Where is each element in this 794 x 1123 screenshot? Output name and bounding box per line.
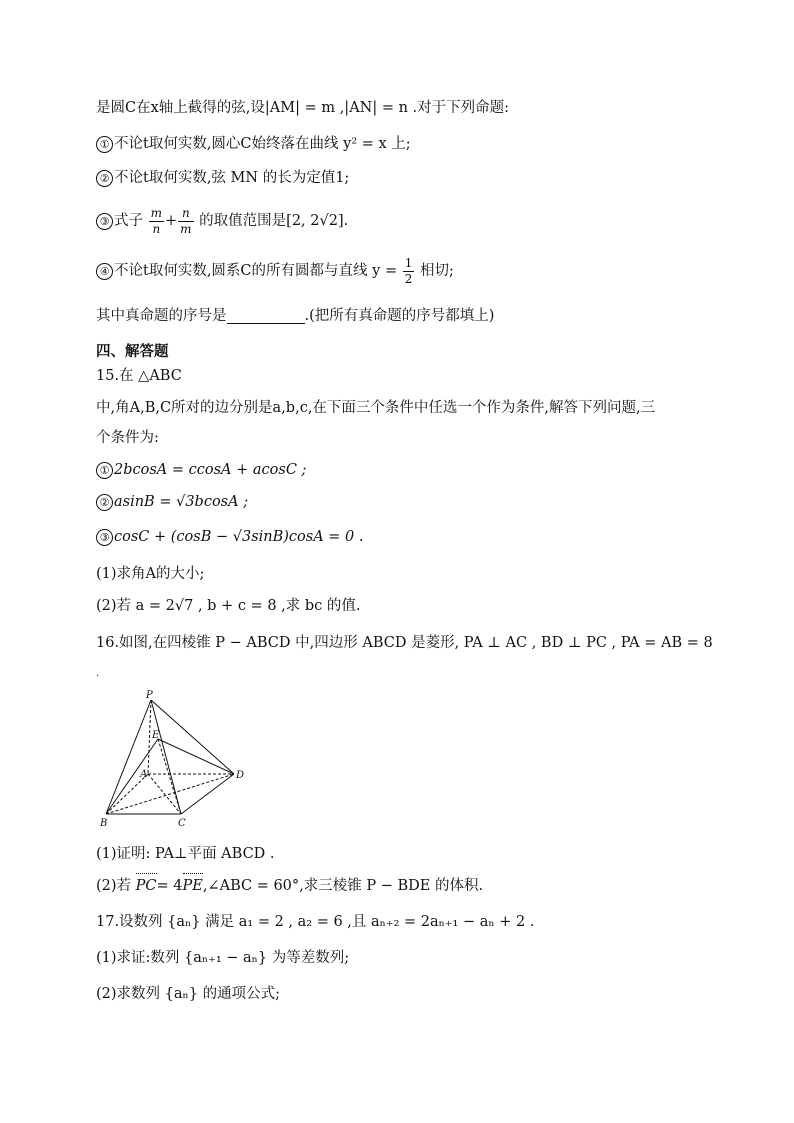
answer-note: .(把所有真命题的序号都填上) — [304, 308, 495, 324]
vector-PC: PC — [135, 878, 157, 894]
fraction-denominator: n — [152, 221, 161, 236]
vertex-label-C: C — [178, 818, 186, 829]
answer-prompt: 其中真命题的序号是 — [96, 308, 227, 324]
question-15-part-2: (2)若 a = 2√7 , b + c = 8 ,求 bc 的值. — [96, 598, 361, 614]
condition-2-formula: asinB = √3bcosA ; — [114, 494, 249, 510]
proposition-3-text-a: 式子 — [114, 213, 143, 229]
edge-PA-hidden — [148, 700, 151, 774]
circled-number-2: ② — [96, 494, 113, 511]
proposition-4 — [96, 254, 454, 288]
period: . — [343, 213, 349, 229]
proposition-4-text-b: 相切; — [419, 263, 454, 279]
fraction-numerator: n — [178, 206, 193, 222]
edge-BD-hidden — [106, 774, 234, 814]
question-16-part-2 — [96, 876, 483, 896]
question-17-part-2: (2)求数列 {aₙ} 的通项公式; — [96, 986, 281, 1002]
answer-blank[interactable] — [227, 309, 305, 324]
section-heading: 四、解答题 — [96, 344, 169, 360]
edge-PB — [106, 700, 151, 814]
edge-EC-hidden — [158, 739, 181, 814]
proposition-2 — [96, 168, 349, 188]
vertex-label-P: P — [146, 690, 153, 701]
fraction-denominator: m — [180, 221, 192, 236]
range-interval: [2, 2√2] — [286, 213, 344, 229]
question-15-body-2: 个条件为: — [96, 430, 159, 446]
vertex-label-D: D — [236, 770, 245, 781]
question-16-head: 16.如图,在四棱锥 P − ABCD 中,四边形 ABCD 是菱形, PA ⊥ AC , BD ⊥ PC , PA = AB = 8 — [96, 635, 713, 651]
proposition-1-text: 不论t取何实数,圆心C始终落在曲线 y² = x 上; — [114, 136, 411, 152]
fraction-n-over-m — [178, 206, 193, 237]
circled-number-3: ③ — [96, 213, 113, 230]
question-15-part-1: (1)求角A的大小; — [96, 566, 205, 582]
condition-2 — [96, 492, 248, 512]
edge-CD — [181, 774, 234, 814]
circled-number-4: ④ — [96, 263, 113, 280]
vertex-label-A: A — [140, 769, 148, 780]
condition-1 — [96, 460, 306, 480]
circled-number-3: ③ — [96, 529, 113, 546]
proposition-1 — [96, 134, 411, 154]
fraction-numerator: m — [150, 205, 162, 220]
question-15-body: 中,角A,B,C所对的边分别是a,b,c,在下面三个条件中任选一个作为条件,解答下列问题,三 — [96, 400, 656, 416]
question-16-part-1: (1)证明: PA⊥平面 ABCD . — [96, 846, 275, 862]
fraction-one-half — [403, 256, 415, 287]
condition-1-formula: 2bcosA = ccosA + acosC ; — [114, 462, 307, 478]
circled-number-1: ① — [96, 136, 113, 153]
proposition-3-text-b: 的取值范围是 — [199, 213, 287, 229]
fraction-numerator: 1 — [404, 255, 413, 270]
edge-PC — [151, 700, 181, 814]
vertex-label-E: E — [152, 730, 160, 741]
question-17-head: 17.设数列 {aₙ} 满足 a₁ = 2 , a₂ = 6 ,且 aₙ₊₂ = 2aₙ₊₁ − aₙ + 2 . — [96, 914, 535, 930]
question-15-head: 15.在 △ABC — [96, 368, 182, 384]
question-17-part-1: (1)求证:数列 {aₙ₊₁ − aₙ} 为等差数列; — [96, 950, 350, 966]
vertex-label-B: B — [100, 818, 108, 829]
plus-sign: + — [165, 213, 178, 229]
condition-3-formula: cosC + (cosB − √3sinB)cosA = 0 . — [114, 529, 364, 545]
equals-four: = 4 — [156, 878, 183, 894]
edge-BE — [106, 739, 158, 814]
proposition-2-text: 不论t取何实数,弦 MN 的长为定值1; — [114, 170, 350, 186]
edge-AB-hidden — [106, 774, 148, 814]
question-16-part-2-suffix: ,∠ABC = 60°,求三棱锥 P − BDE 的体积. — [202, 878, 484, 894]
question-16-part-2-prefix: (2)若 — [96, 878, 132, 894]
proposition-3 — [96, 204, 348, 238]
text-line-circle-chord: 是圆C在x轴上截得的弦,设|AM| = m ,|AN| = n .对于下列命题: — [96, 100, 510, 116]
question-16-dot: . — [96, 668, 100, 679]
condition-3 — [96, 527, 364, 547]
question-14-answer-line — [96, 306, 494, 326]
edge-PD — [151, 700, 234, 774]
circled-number-1: ① — [96, 462, 113, 479]
fraction-m-over-n — [149, 206, 164, 237]
vector-PE: PE — [182, 878, 203, 894]
fraction-denominator: 2 — [404, 271, 413, 286]
circled-number-2: ② — [96, 170, 113, 187]
proposition-4-text-a: 不论t取何实数,圆系C的所有圆都与直线 y = — [114, 263, 398, 279]
pyramid-figure — [96, 690, 266, 832]
